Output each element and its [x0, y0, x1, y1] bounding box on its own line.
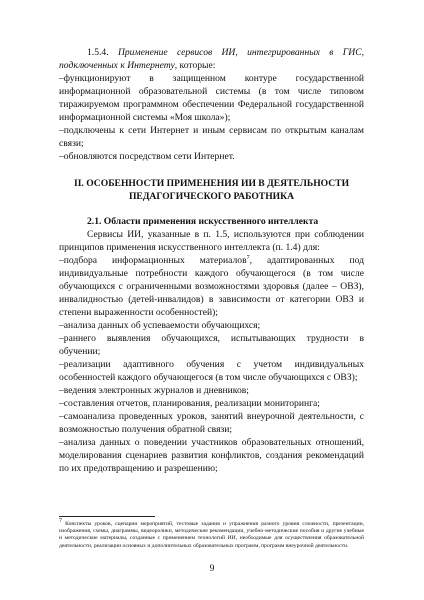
list1-item: –функционируют в защищенном контуре государственной информационной образовательной системы (в том числе типовом тиражируемом программном обеспечении Федеральной государственной информационной системы «Моя школа»);: [59, 73, 364, 123]
dash-mark: –: [59, 255, 64, 266]
list2-item: –анализа данных о поведении участников образовательных отношений, моделирования сценариев развития конфликтов, создания рекомендаций по их предотвращению и разрешению;: [59, 437, 364, 474]
dash-mark: –: [59, 411, 64, 422]
main-block: [59, 215, 364, 475]
dash-mark: –: [59, 151, 64, 162]
subsection-heading: 2.1. Области применения искусственного интеллекта: [87, 216, 319, 227]
page-number: 9: [209, 563, 215, 574]
list2-item: –анализа данных об успеваемости обучающихся;: [59, 320, 261, 331]
footnote-separator: [59, 516, 155, 517]
list2-item: –раннего выявления обучающихся, испытывающих трудности в обучении;: [59, 333, 364, 357]
footnote-ref: 7: [246, 254, 250, 261]
dash-mark: –: [59, 73, 64, 84]
dash-mark: –: [59, 333, 64, 344]
dash-mark: –: [59, 437, 64, 448]
intro-paragraph: [59, 46, 364, 72]
intro-title: Применение сервисов ИИ, интегрированных в ГИС, подключенных к Интернету: [59, 47, 364, 71]
list2-item: –самоанализа проведенных уроков, занятий внеурочной деятельности, с возможностью получения обратной связи;: [59, 411, 364, 435]
intro-tail: , которые:: [174, 60, 216, 71]
dash-mark: –: [59, 398, 64, 409]
dash-mark: –: [59, 125, 64, 136]
list2-item: –реализации адаптивного обучения с учетом индивидуальных особенностей каждого обучающегося (в том числе обучающихся с ОВЗ);: [59, 359, 364, 383]
list2-item: –составления отчетов, планирования, реализации мониторинга;: [59, 398, 320, 409]
list2-item: –подбора информационных материалов$^7$, адаптированных под индивидуальные потребности каждого обучающегося (в том числе обучающихся с ограниченными возможностями здоровья (далее – ОВЗ), инвалидностью (детей-инвалидов) в зависимости от категории ОВЗ и степени выраженности особенностей);: [59, 254, 364, 318]
footnote-number: 7: [59, 518, 62, 525]
section-heading: II. ОСОБЕННОСТИ ПРИМЕНЕНИЯ ИИ В ДЕЯТЕЛЬНОСТИ ПЕДАГОГИЧЕСКОГО РАБОТНИКА: [73, 178, 350, 202]
list1-item: –обновляются посредством сети Интернет.: [59, 151, 235, 162]
intro-number: 1.5.4.: [87, 47, 109, 58]
footnote: [59, 518, 364, 550]
dash-mark: –: [59, 359, 64, 370]
footnote-text: Конспекты уроков, сценарии мероприятий, тестовые задания и упражнения разного уровня сложности, презентации, изображения, схемы, диаграммы, видеоролики, методические рекомендации, учебно-методические пособия и другие учебные и методические материалы, созданные с применением технологий ИИ, необходимые для осуществления образовательной деятельности, реализации основных и дополнительных образовательных программ, программ внеурочной деятельности.: [59, 521, 364, 549]
list1-item: –подключены к сети Интернет и иным сервисам по открытым каналам связи;: [59, 125, 364, 149]
dash-mark: –: [59, 320, 64, 331]
list2-item: –ведения электронных журналов и дневников;: [59, 385, 249, 396]
intro-sentence: Сервисы ИИ, указанные в п. 1.5, используются при соблюдении принципов применения искусственного интеллекта (п. 1.4) для:: [59, 229, 364, 253]
dash-mark: –: [59, 385, 64, 396]
intro-block: [59, 46, 364, 163]
